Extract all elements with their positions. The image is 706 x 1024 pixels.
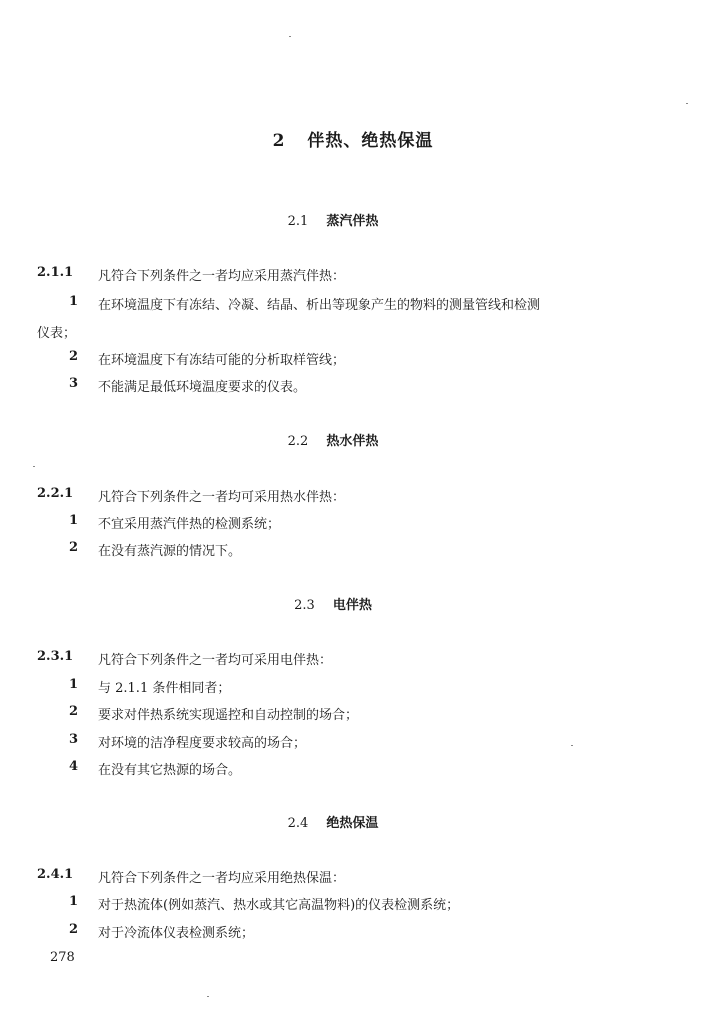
item-number: 2 — [69, 349, 79, 364]
item-text-continuation: 仪表； — [37, 326, 77, 341]
scan-speck — [33, 466, 35, 467]
scan-speck — [207, 996, 209, 997]
section-number: 2.3 — [294, 598, 315, 613]
section-title-text: 绝热保温 — [326, 816, 379, 831]
item-text: 不能满足最低环境温度要求的仪表。 — [98, 380, 307, 395]
item-text: 与 2.1.1 条件相同者； — [98, 681, 231, 696]
chapter-title — [0, 126, 706, 151]
section-title-2-1 — [0, 210, 666, 229]
section-title-text: 电伴热 — [332, 598, 372, 613]
item-text: 在环境温度下有冻结、冷凝、结晶、析出等现象产生的物料的测量管线和检测 — [98, 298, 541, 313]
section-number: 2.2 — [287, 434, 309, 449]
scan-speck — [571, 745, 573, 746]
section-title-2-4 — [0, 812, 666, 831]
clause-number-2-4-1: 2.4.1 — [37, 867, 74, 882]
item-number: 1 — [69, 894, 79, 909]
item-number: 1 — [69, 513, 79, 528]
item-number: 3 — [69, 376, 79, 391]
item-text: 对环境的洁净程度要求较高的场合； — [98, 736, 307, 751]
item-number: 3 — [69, 732, 79, 747]
item-number: 2 — [69, 922, 79, 937]
scan-speck — [686, 103, 688, 104]
section-title-2-2 — [0, 430, 666, 449]
page-number: 278 — [50, 950, 75, 965]
item-text: 要求对伴热系统实现遥控和自动控制的场合； — [98, 708, 359, 723]
item-text: 在没有其它热源的场合。 — [98, 763, 242, 778]
clause-text-2-4-1: 凡符合下列条件之一者均应采用绝热保温： — [98, 871, 346, 886]
scan-speck — [289, 36, 291, 37]
item-number: 2 — [69, 540, 79, 555]
section-number: 2.4 — [287, 816, 309, 831]
item-number: 2 — [69, 704, 79, 719]
section-title-text: 热水伴热 — [326, 434, 379, 449]
clause-number-2-3-1: 2.3.1 — [37, 649, 74, 664]
item-text: 在没有蒸汽源的情况下。 — [98, 544, 242, 559]
item-text: 在环境温度下有冻结可能的分析取样管线； — [98, 353, 346, 368]
clause-text-2-1-1: 凡符合下列条件之一者均应采用蒸汽伴热： — [98, 269, 346, 284]
item-number: 1 — [69, 677, 79, 692]
item-number: 4 — [69, 759, 79, 774]
chapter-number: 2 — [272, 131, 286, 151]
clause-number-2-1-1: 2.1.1 — [37, 265, 74, 280]
section-title-text: 蒸汽伴热 — [326, 214, 379, 229]
item-number: 1 — [69, 294, 79, 309]
clause-text-2-2-1: 凡符合下列条件之一者均可采用热水伴热： — [98, 490, 346, 505]
chapter-title-text: 伴热、绝热保温 — [307, 131, 434, 151]
item-text: 对于冷流体仪表检测系统； — [98, 926, 255, 941]
clause-text-2-3-1: 凡符合下列条件之一者均可采用电伴热： — [98, 653, 333, 668]
item-text: 对于热流体(例如蒸汽、热水或其它高温物料)的仪表检测系统； — [98, 898, 460, 913]
section-number: 2.1 — [287, 214, 309, 229]
item-text: 不宜采用蒸汽伴热的检测系统； — [98, 517, 281, 532]
section-title-2-3 — [0, 594, 666, 613]
clause-number-2-2-1: 2.2.1 — [37, 486, 74, 501]
